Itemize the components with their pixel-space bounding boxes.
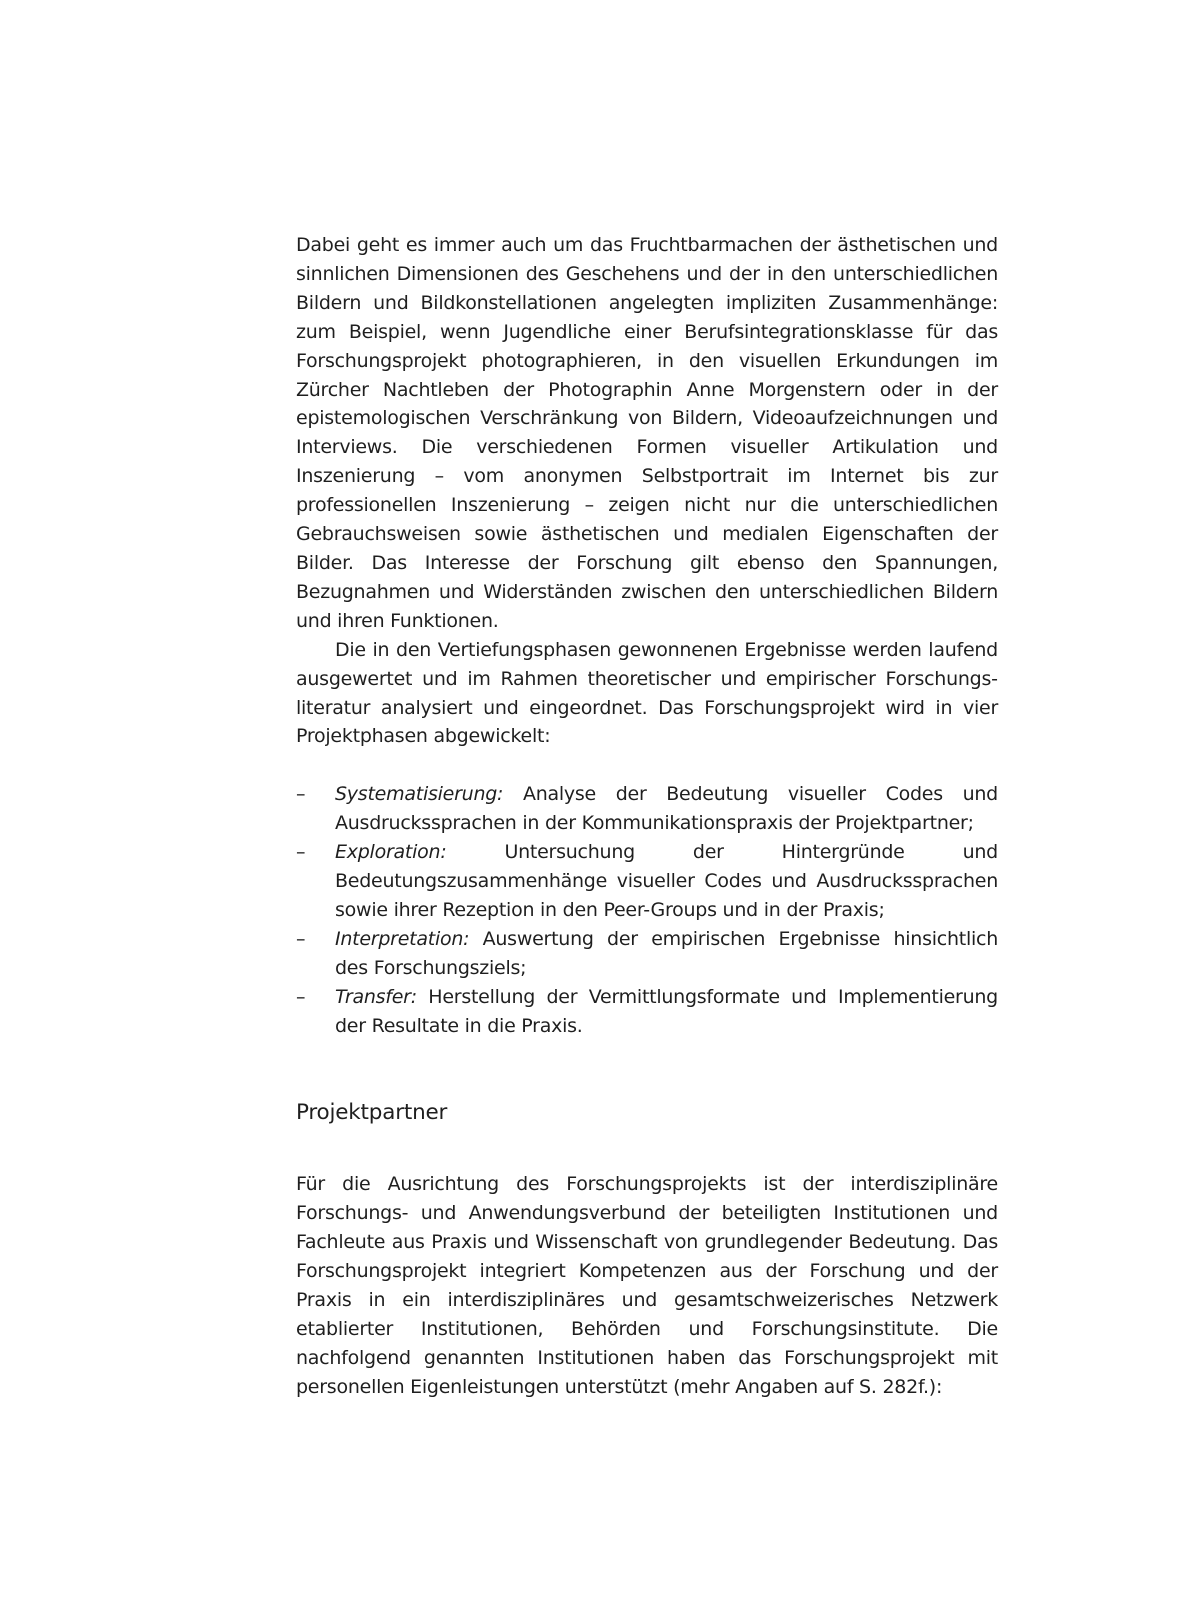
phase-description: Untersuchung der Hintergründe und Bedeutungszusammenhänge visueller Codes und Ausdruckssprachen sowie ihrer Rezeption in den Peer-Groups und in der Praxis; — [335, 841, 998, 921]
partner-paragraph: Für die Ausrichtung des Forschungsprojekts ist der interdisziplinäre Forschungs- und Anwendungsverbund der beteiligten Institutionen und Fachleute aus Praxis und Wissenschaft von grundlegender Bedeutung. Das Forschungsprojekt integriert Kompetenzen aus der Forschung und der Praxis in ein interdisziplinäres und gesamtschweizerisches Netzwerk etablierter Institutionen, Behörden und Forschungsinstitute. Die nachfolgend genannten Institutionen haben das Forschungsprojekt mit personellen Eigenleistungen unterstützt (mehr Angaben auf S. 282f.): — [296, 1173, 998, 1398]
list-item — [296, 838, 998, 925]
phase-description: Herstellung der Vermittlungsformate und Implementierung der Resultate in die Praxis. — [335, 985, 998, 1037]
phase-term: Transfer: — [335, 985, 417, 1008]
list-dash: – — [296, 927, 306, 950]
phase-description: Auswertung der empirischen Ergebnisse hinsichtlich des Forschungsziels; — [335, 927, 998, 979]
evaluation-paragraph: Die in den Vertiefungsphasen gewonnenen Ergebnisse werden laufend ausgewertet und im Rahmen theoretischer und empirischer Forschungsliteratur analysiert und eingeordnet. Das Forschungsprojekt wird in vier Projektphasen abgewickelt: — [296, 638, 998, 748]
list-dash: – — [296, 985, 306, 1008]
text-column — [296, 231, 998, 1402]
list-dash: – — [296, 783, 306, 806]
phase-term: Exploration: — [335, 841, 447, 864]
intro-paragraph: Dabei geht es immer auch um das Fruchtbarmachen der ästhetischen und sinnlichen Dimensionen des Geschehens und der in den unterschiedlichen Bildern und Bildkonstellationen angelegten impliziten Zusammenhänge: zum Beispiel, wenn Jugendliche einer Berufsintegrationsklasse für das Forschungsprojekt photographieren, in den visuellen Erkundungen im Zürcher Nachtleben der Photographin Anne Morgenstern oder in der epistemologischen Verschränkung von Bildern, Videoaufzeichnungen und Interviews. Die verschiedenen Formen visueller Artikulation und Inszenierung – vom anonymen Selbstportrait im Internet bis zur professionellen Inszenierung – zeigen nicht nur die unterschiedlichen Gebrauchsweisen sowie ästhetischen und medialen Eigenschaften der Bilder. Das Interesse der Forschung gilt ebenso den Spannungen, Bezugnahmen und Widerständen zwischen den unterschiedlichen Bildern und ihren Funktionen. — [296, 234, 998, 632]
phase-term: Interpretation: — [335, 927, 470, 950]
list-dash: – — [296, 841, 306, 864]
phase-description: Analyse der Bedeutung visueller Codes und Ausdruckssprachen in der Kommunikationspraxis der Projektpartner; — [335, 783, 998, 835]
project-phase-list — [296, 780, 998, 1040]
section-heading: Projektpartner — [296, 1100, 448, 1126]
list-item — [296, 925, 998, 983]
list-item — [296, 983, 998, 1041]
phase-term: Systematisierung: — [335, 783, 504, 806]
list-item — [296, 780, 998, 838]
